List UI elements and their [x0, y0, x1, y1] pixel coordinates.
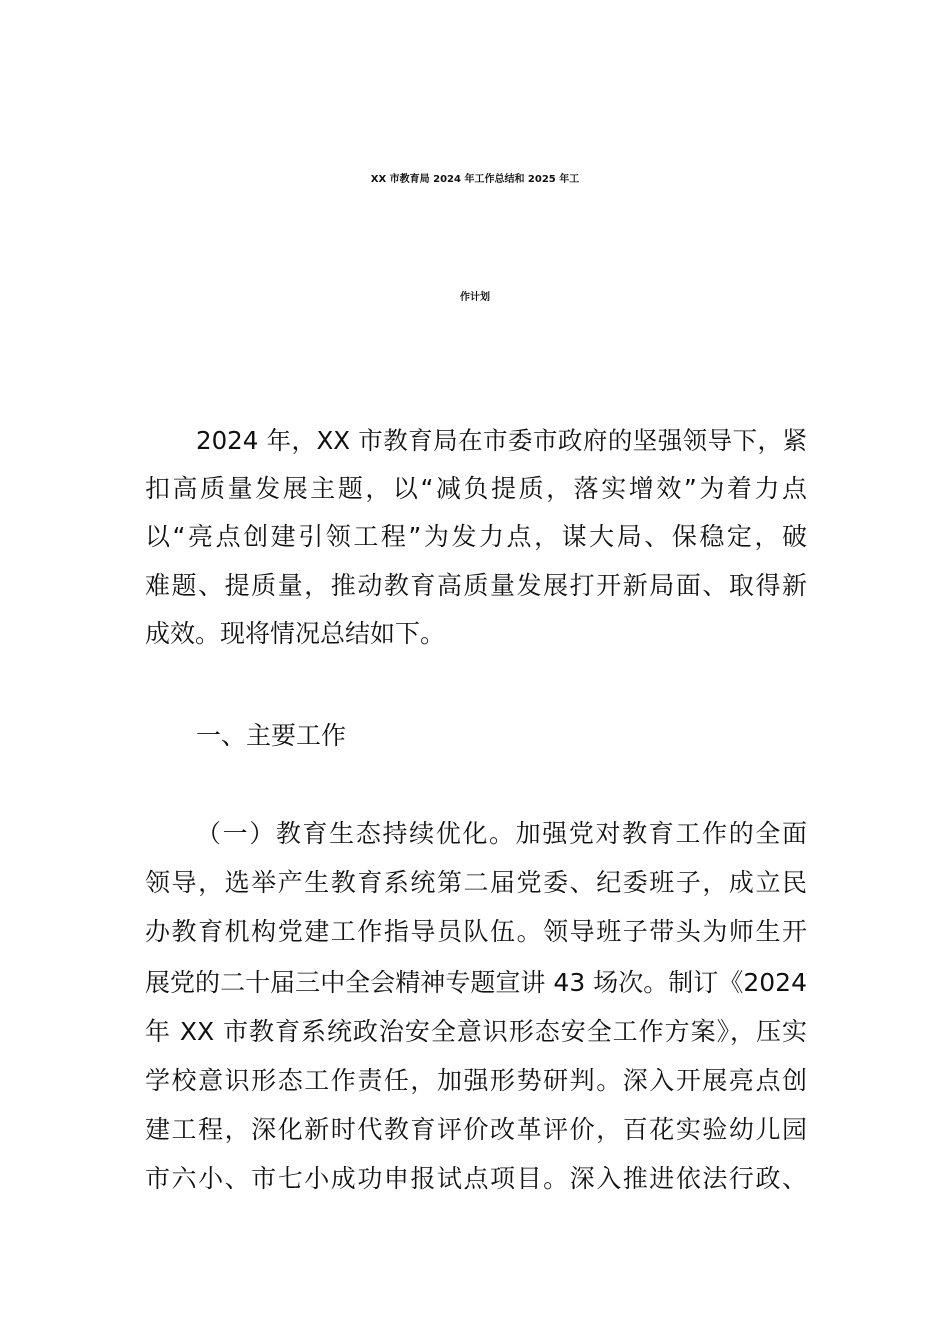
subsection-paragraph-line: 年 XX 市教育系统政治安全意识形态安全工作方案》，压实	[145, 1017, 807, 1046]
subsection-paragraph-line: 市六小、市七小成功申报试点项目。深入推进依法行政、	[145, 1164, 807, 1193]
intro-paragraph-line: 以“亮点创建引领工程”为发力点，谋大局、保稳定，破	[145, 522, 807, 551]
intro-paragraph-line: 难题、提质量，推动教育高质量发展打开新局面、取得新	[145, 571, 807, 600]
subsection-paragraph-line: 领导，选举产生教育系统第二届党委、纪委班子，成立民	[145, 868, 807, 897]
subsection-paragraph-line: 办教育机构党建工作指导员队伍。领导班子带头为师生开	[145, 917, 807, 946]
intro-paragraph-line: 2024 年，XX 市教育局在市委市政府的坚强领导下，紧	[196, 426, 807, 455]
section-heading: 一、主要工作	[196, 721, 347, 750]
document-title-line-2: 作计划	[460, 292, 490, 303]
subsection-paragraph-line: 展党的二十届三中全会精神专题宣讲 43 场次。制订《2024	[145, 968, 807, 997]
intro-paragraph-line: 扣高质量发展主题，以“减负提质，落实增效”为着力点	[145, 474, 807, 503]
subsection-paragraph-line: 学校意识形态工作责任，加强形势研判。深入开展亮点创	[145, 1066, 807, 1095]
subsection-paragraph-line: （一）教育生态持续优化。加强党对教育工作的全面	[196, 819, 807, 848]
intro-paragraph-line: 成效。现将情况总结如下。	[145, 619, 446, 648]
document-title-line-1: XX 市教育局 2024 年工作总结和 2025 年工	[370, 174, 580, 185]
subsection-paragraph-line: 建工程，深化新时代教育评价改革评价，百花实验幼儿园	[145, 1115, 807, 1144]
